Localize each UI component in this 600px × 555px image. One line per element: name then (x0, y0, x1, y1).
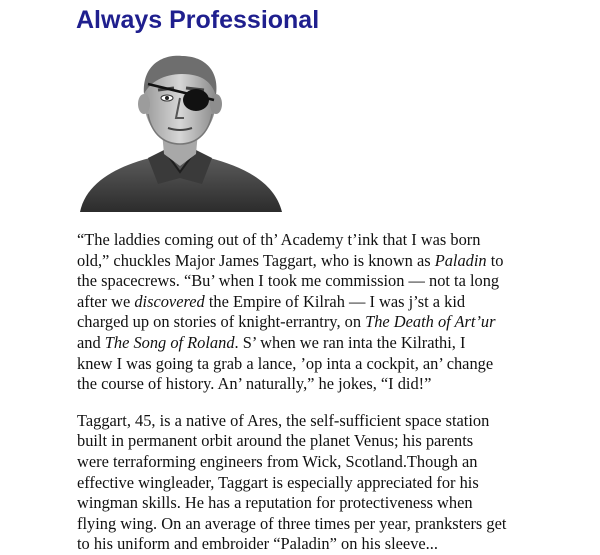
paragraph-intro (77, 230, 600, 395)
italic-text: Paladin (434, 250, 487, 270)
page-title: Always Professional (76, 6, 320, 34)
text-line (77, 333, 600, 354)
text-run: knew I was going ta grab a lance, ’op inta a cockpit, an’ change (77, 353, 494, 373)
text-run: Taggart, 45, is a native of Ares, the self-sufficient space station (77, 410, 490, 430)
text-line (77, 374, 600, 395)
text-run: the course of history. An’ naturally,” he jokes, “I did!” (77, 374, 432, 394)
text-line (77, 493, 600, 514)
text-line (77, 292, 600, 313)
text-run: to his uniform and embroider “Paladin” on his sleeve... (77, 534, 438, 554)
text-run: effective wingleader, Taggart is especially appreciated for his (77, 472, 479, 492)
text-run: the Empire of Kilrah — I was j’st a kid (204, 291, 466, 311)
text-line (77, 473, 600, 494)
italic-text: discovered (134, 291, 205, 311)
text-run: wingman skills. He has a reputation for protectiveness when (77, 493, 473, 513)
text-run: were terraforming engineers from Wick, Scotland.Though an (77, 451, 478, 471)
text-line (77, 534, 600, 555)
text-line (77, 230, 600, 251)
text-run: “The laddies coming out of th’ Academy t’ink that I was born (77, 230, 481, 249)
text-run: and (77, 332, 105, 352)
italic-text: The Death of Art’ur (365, 312, 496, 332)
text-run: built in permanent orbit around the planet Venus; his parents (77, 431, 474, 451)
portrait-eyepatch-officer-icon (78, 54, 282, 212)
text-run: old,” chuckles Major James Taggart, who is known as (77, 250, 435, 270)
text-line (77, 271, 600, 292)
paragraph-bio (77, 411, 600, 555)
text-run: . S’ when we ran inta the Kilrathi, I (234, 332, 466, 352)
text-line (77, 251, 600, 272)
portrait-image (78, 54, 282, 212)
text-line (77, 514, 600, 535)
text-line (77, 431, 600, 452)
text-line (77, 411, 600, 432)
text-line (77, 312, 600, 333)
text-line (77, 354, 600, 375)
text-run: charged up on stories of knight-errantry, on (77, 312, 366, 332)
text-run: to (486, 250, 504, 270)
text-run: the spacecrews. “Bu’ when I took me commission — not ta long (77, 271, 500, 291)
article-body (77, 230, 600, 555)
italic-text: The Song of Roland (104, 332, 235, 352)
text-line (77, 452, 600, 473)
text-run: after we (77, 291, 135, 311)
text-run: flying wing. On an average of three times per year, pranksters get (77, 513, 507, 533)
